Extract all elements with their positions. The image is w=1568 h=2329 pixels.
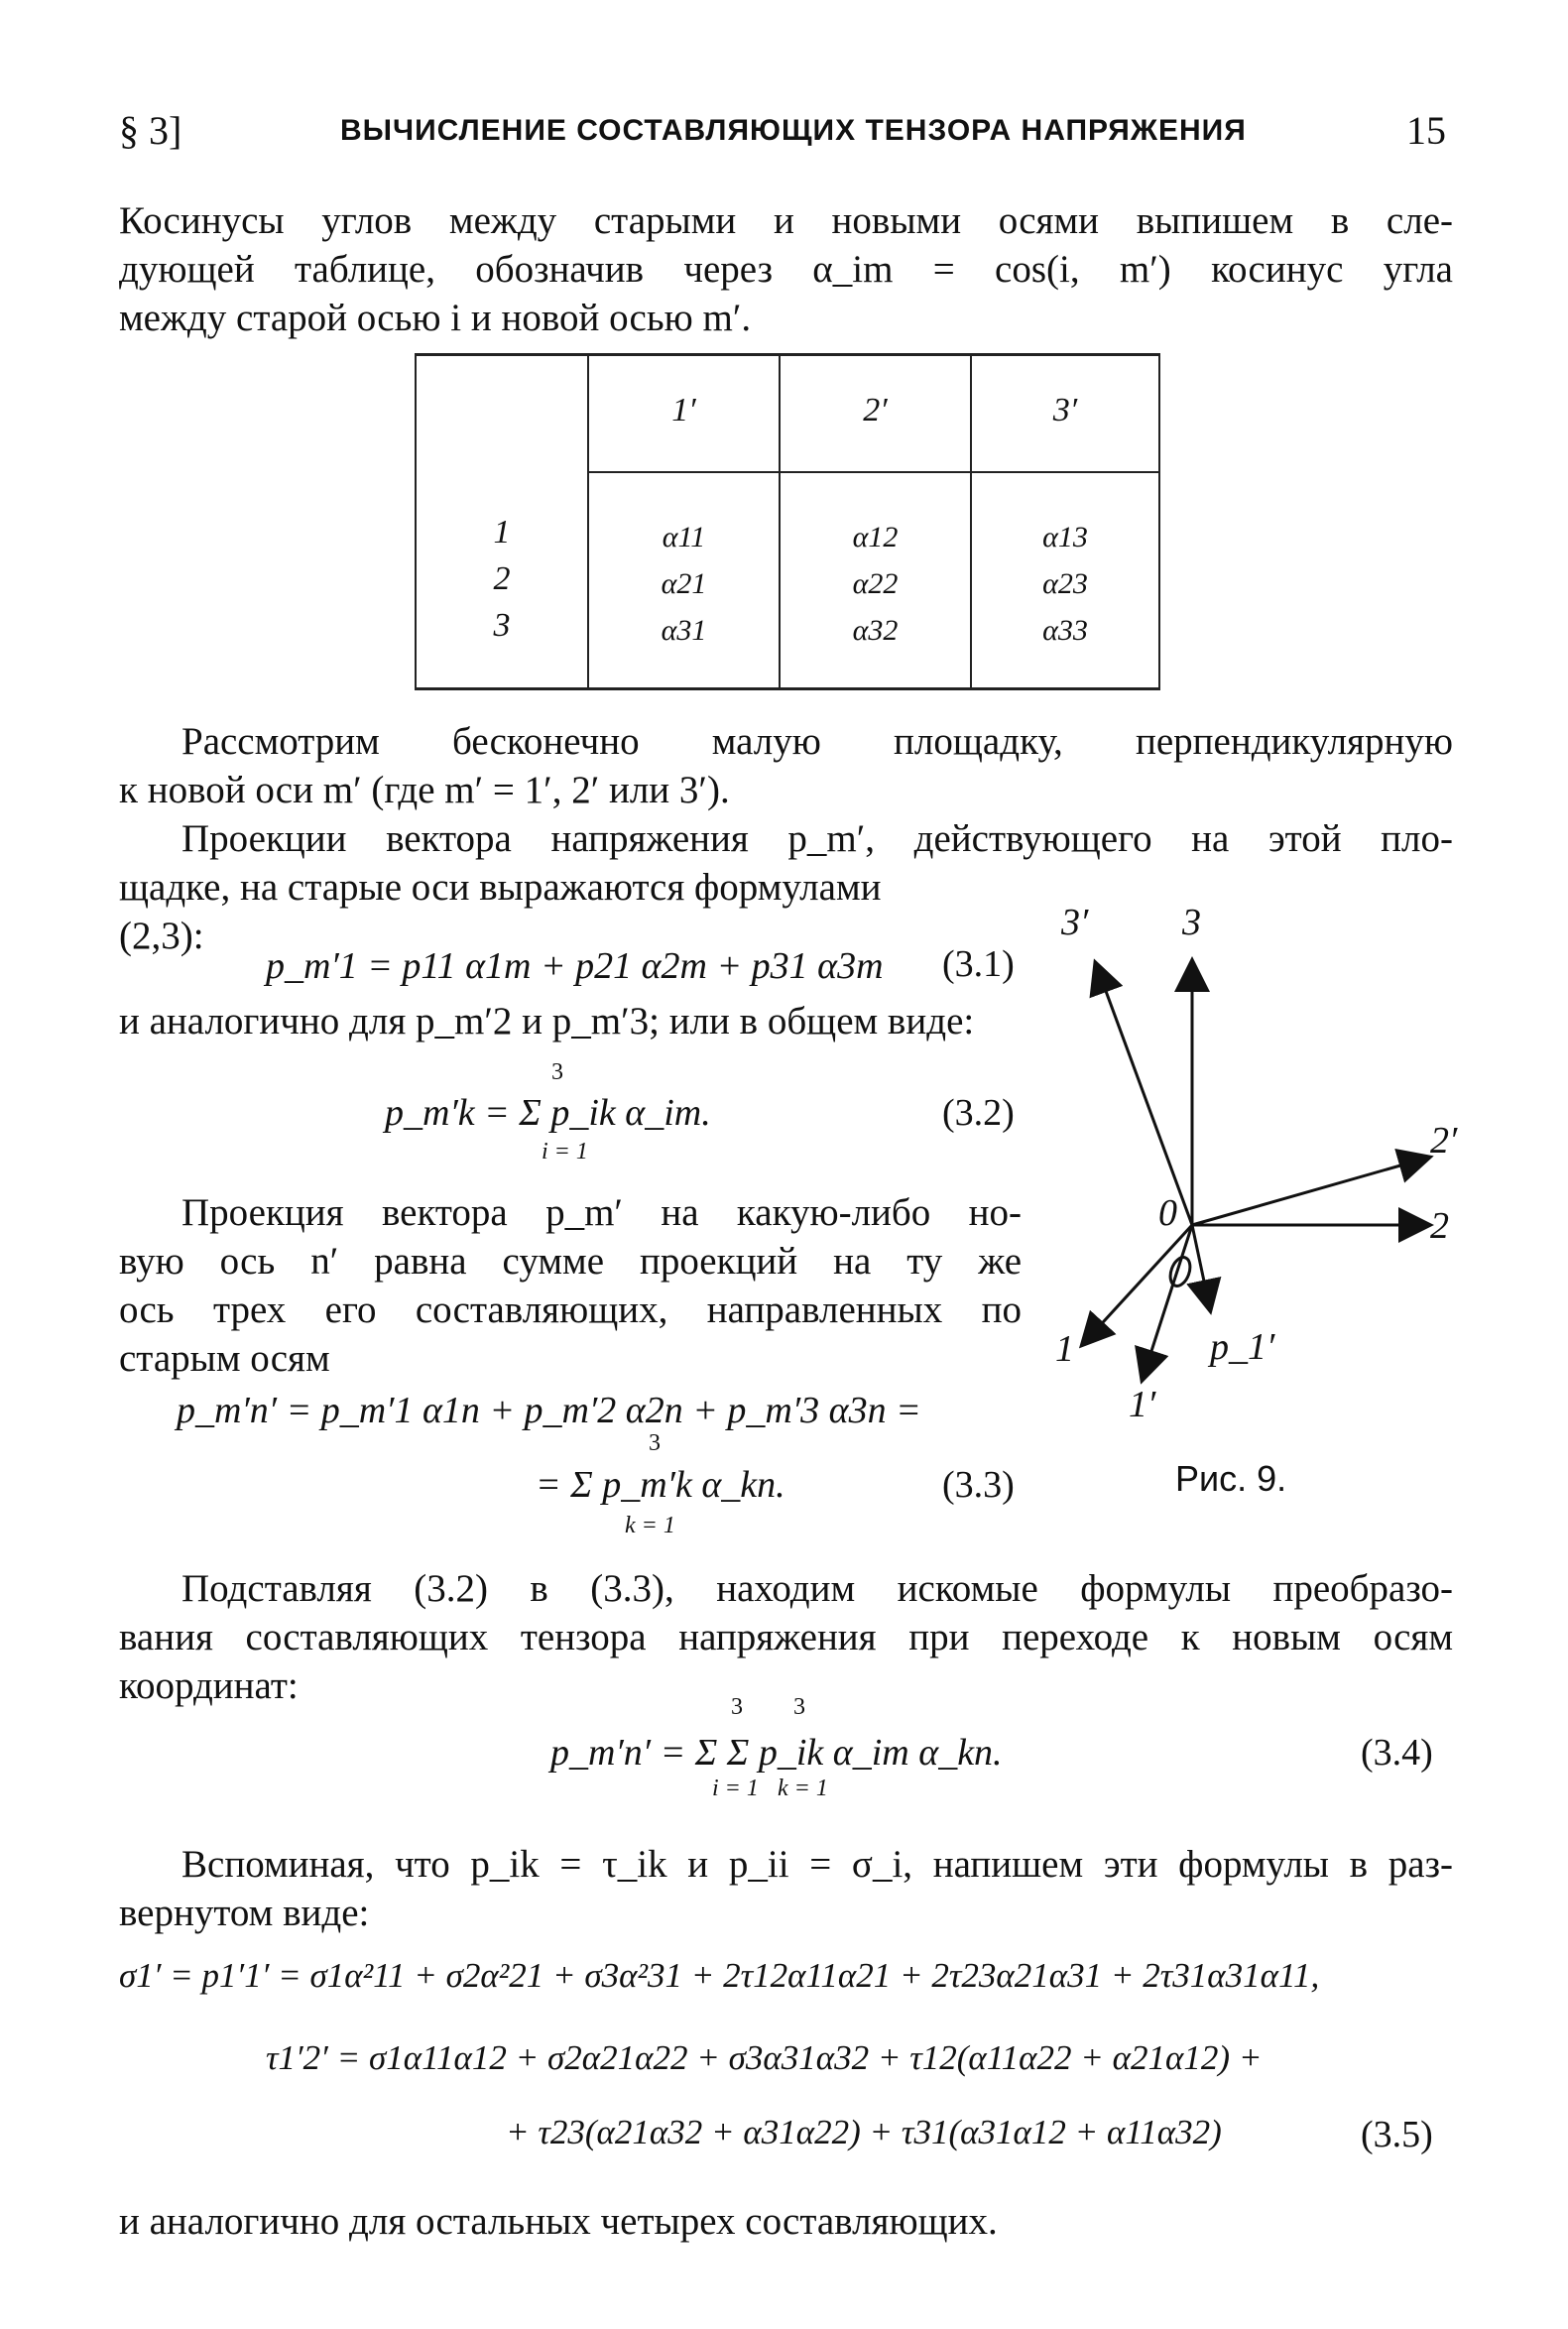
label-3: 3 <box>1182 902 1201 943</box>
sum-upper-limit: 3 <box>731 1694 743 1720</box>
sum-lower-limit: i = 1 <box>712 1776 759 1801</box>
axis-1-prime <box>1143 1225 1192 1379</box>
para6-line2: вания составляющих тензора напряжения при переходе к новым осям <box>119 1616 1453 1658</box>
axis-3-prime <box>1096 964 1192 1225</box>
table-cell: α12 <box>852 521 899 553</box>
equation-3-5-line2: τ1′2′ = σ1α11α12 + σ2α21α22 + σ3α31α32 + τ12(α11α22 + α21α12) + <box>266 2038 1263 2077</box>
label-3-prime: 3′ <box>1061 902 1089 943</box>
figure-axes-diagram <box>1031 893 1488 1428</box>
label-2-prime: 2′ <box>1430 1120 1458 1162</box>
equation-3-1-label: (3.1) <box>942 943 1015 985</box>
para5-line1: Проекция вектора p_m′ на какую-либо но- <box>181 1191 1022 1234</box>
table-cell: α31 <box>661 614 707 647</box>
row-header: 2 <box>493 560 511 597</box>
para1-line1: Косинусы углов между старыми и новыми осями выпишем в сле- <box>119 199 1453 242</box>
para7-line1: Вспоминая, что p_ik = τ_ik и p_ii = σ_i, напишем эти формулы в раз- <box>181 1843 1453 1886</box>
equation-3-5-line1: σ1′ = p1′1′ = σ1α²11 + σ2α²21 + σ3α²31 + 2τ12α11α21 + 2τ23α21α31 + 2τ31α31α11, <box>119 1956 1320 1995</box>
table-cell: α11 <box>662 521 706 553</box>
table-header-rule <box>589 471 1160 473</box>
label-p1-prime: p_1′ <box>1210 1326 1275 1368</box>
para8: и аналогично для остальных четырех составляющих. <box>119 2200 998 2243</box>
figure-caption: Рис. 9. <box>1175 1458 1287 1499</box>
label-1: 1 <box>1055 1328 1074 1370</box>
sum-lower-limit: k = 1 <box>778 1776 828 1801</box>
equation-3-3-label: (3.3) <box>942 1464 1015 1506</box>
table-cell: α23 <box>1042 567 1088 600</box>
equation-3-1: p_m′1 = p11 α1m + p21 α2m + p31 α3m <box>266 945 884 987</box>
para3-line2: щадке, на старые оси выражаются формулами <box>119 866 882 909</box>
table-cell: α13 <box>1042 521 1088 553</box>
running-title: ВЫЧИСЛЕНИЕ СОСТАВЛЯЮЩИХ ТЕНЗОРА НАПРЯЖЕНИЯ <box>340 114 1247 147</box>
col-header: 2′ <box>863 392 888 429</box>
sum-upper-limit: 3 <box>551 1059 563 1085</box>
vector-p1-prime <box>1192 1225 1210 1309</box>
para2-line1: Рассмотрим бесконечно малую площадку, перпендикулярную <box>181 720 1453 763</box>
col-header: 3′ <box>1052 392 1078 429</box>
para1-line2: дующей таблице, обозначив через α_im = cos(i, m′) косинус угла <box>119 248 1453 291</box>
equation-3-4: p_m′n′ = Σ Σ p_ik α_im α_kn. <box>550 1732 1003 1774</box>
para2-line2: к новой оси m′ (где m′ = 1′, 2′ или 3′). <box>119 769 730 811</box>
equation-3-3-line2: = Σ p_m′k α_kn. <box>536 1464 785 1506</box>
equation-3-5-label: (3.5) <box>1361 2114 1433 2155</box>
sum-upper-limit: 3 <box>793 1694 805 1720</box>
para1-line3: между старой осью i и новой осью m′. <box>119 297 752 339</box>
para5-line2: вую ось n′ равна сумме проекций на ту же <box>119 1240 1022 1283</box>
para6-line3: координат: <box>119 1664 299 1707</box>
row-header: 3 <box>493 607 511 644</box>
area-element <box>1166 1255 1193 1288</box>
sum-lower-limit: k = 1 <box>625 1513 675 1538</box>
table-cell: α32 <box>852 614 899 647</box>
label-1-prime: 1′ <box>1129 1384 1156 1425</box>
table-cell: α21 <box>661 567 707 600</box>
table-cell: α22 <box>852 567 899 600</box>
equation-3-2-label: (3.2) <box>942 1092 1015 1134</box>
table-vline <box>1158 353 1160 687</box>
label-origin: 0 <box>1158 1192 1177 1234</box>
table-bottom-rule <box>415 687 1160 690</box>
table-cell: α33 <box>1042 614 1088 647</box>
equation-3-2: p_m′k = Σ p_ik α_im. <box>385 1092 711 1134</box>
sum-upper-limit: 3 <box>649 1430 661 1456</box>
row-header: 1 <box>493 514 511 551</box>
para4: и аналогично для p_m′2 и p_m′3; или в общем виде: <box>119 1000 975 1042</box>
para3-line1: Проекции вектора напряжения p_m′, действующего на этой пло- <box>181 817 1453 860</box>
para3-line3: (2,3): <box>119 915 204 957</box>
page-number: 15 <box>1406 108 1446 153</box>
section-marker: § 3] <box>119 108 182 153</box>
col-header: 1′ <box>671 392 696 429</box>
sum-lower-limit: i = 1 <box>542 1139 588 1164</box>
equation-3-5-line3: + τ23(α21α32 + α31α22) + τ31(α31α12 + α11α32) <box>506 2113 1222 2151</box>
axis-2-prime <box>1192 1158 1428 1225</box>
equation-3-4-label: (3.4) <box>1361 1732 1433 1774</box>
table-top-rule <box>415 353 1160 356</box>
para5-line4: старым осям <box>119 1337 330 1380</box>
equation-3-3-line1: p_m′n′ = p_m′1 α1n + p_m′2 α2n + p_m′3 α3n = <box>177 1390 921 1431</box>
para7-line2: вернутом виде: <box>119 1892 370 1934</box>
para5-line3: ось трех его составляющих, направленных по <box>119 1288 1022 1331</box>
para6-line1: Подставляя (3.2) в (3.3), находим искомые формулы преобразо- <box>181 1567 1453 1610</box>
label-2: 2 <box>1430 1205 1449 1247</box>
